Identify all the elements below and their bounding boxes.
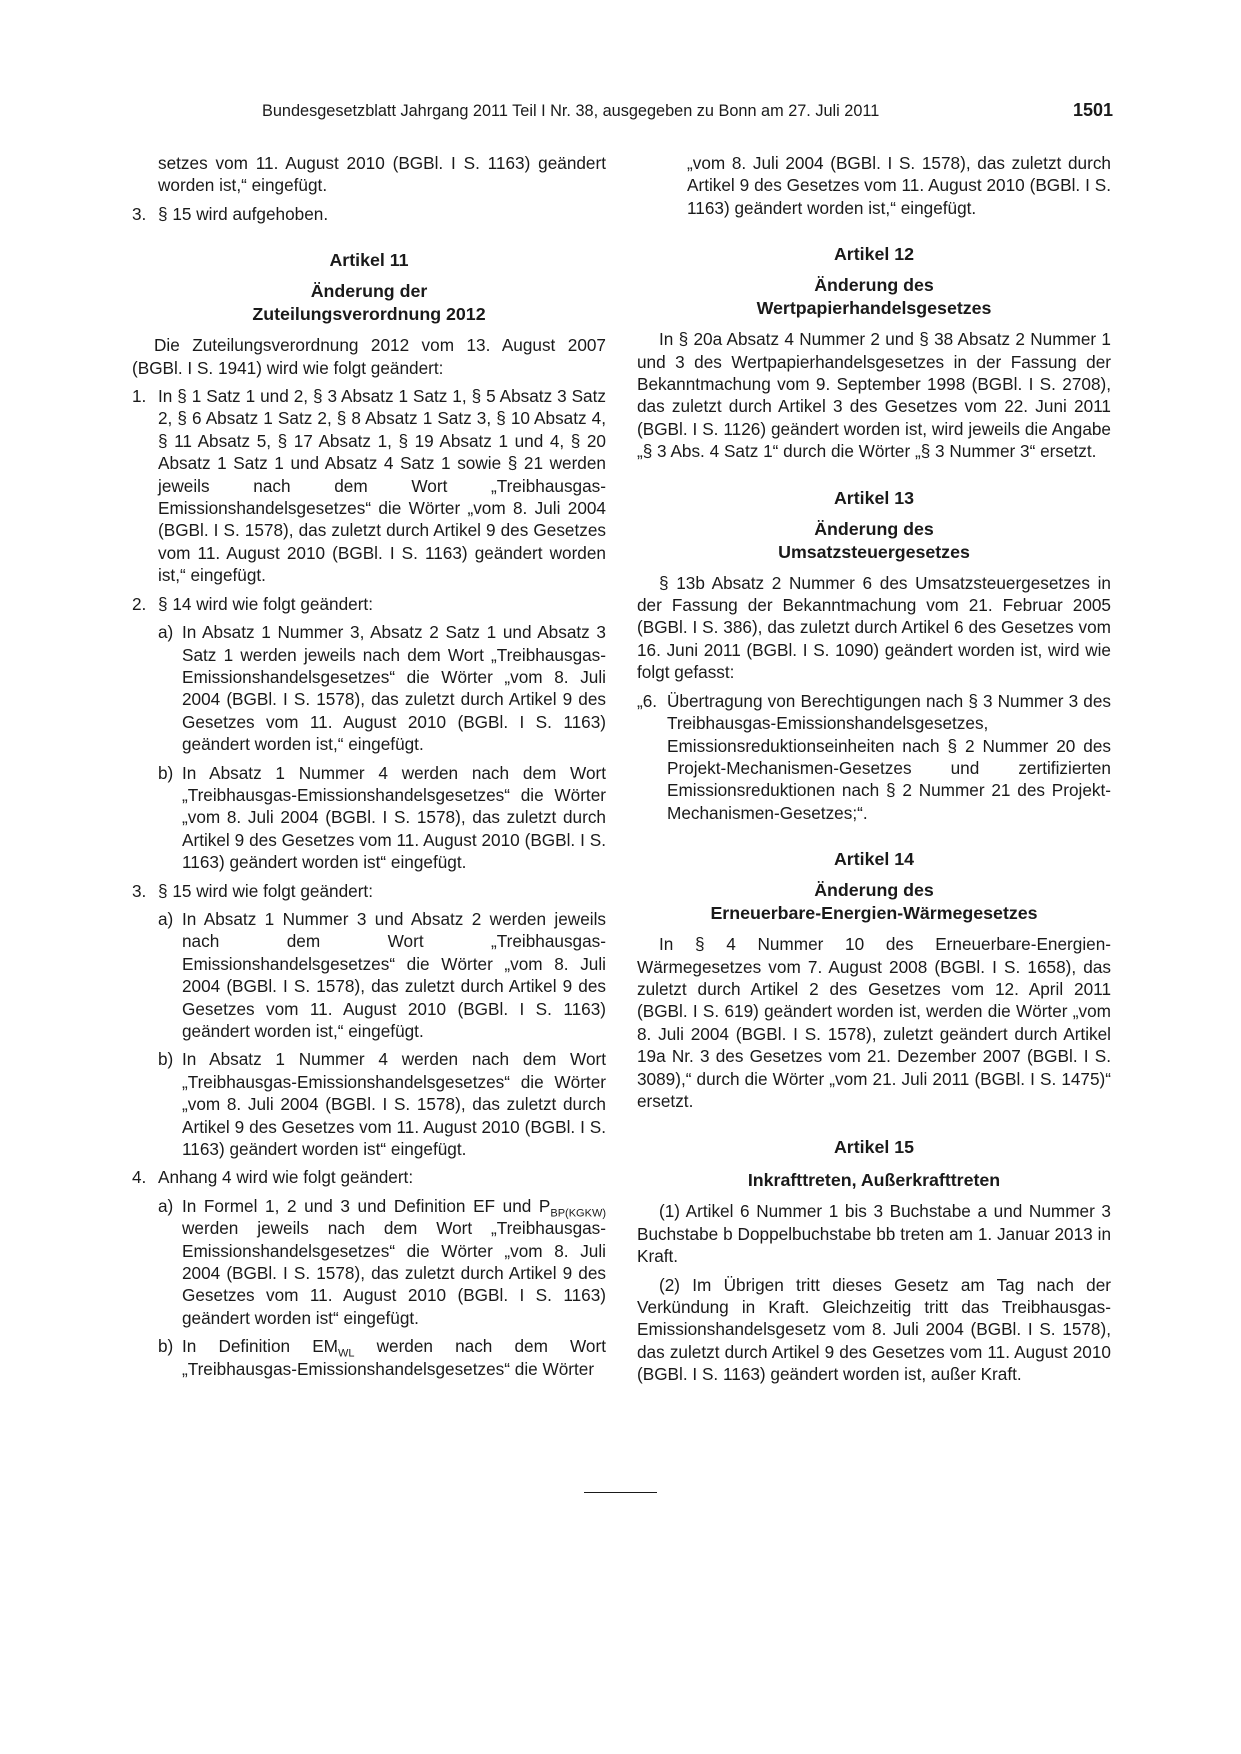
sublist-item [158, 908, 606, 1042]
sub-text: In Absatz 1 Nummer 3 und Absatz 2 werden jeweils nach dem Wort „Treibhausgas-Emissionshandelsgesetzes“ die Wörter „vom 8. Juli 2004 (BGBl. I S. 1578), das zuletzt durch Artikel 9 des Gesetzes vom 11. August 2010 (BGBl. I S. 1163) geändert worden ist,“ eingefügt. [182, 908, 606, 1041]
item-number: 1. [132, 386, 147, 407]
article-title: Artikel 14 [833, 849, 915, 870]
sublist [158, 621, 606, 873]
sub-text: In Absatz 1 Nummer 4 werden nach dem Wort „Treibhausgas-Emissionshandelsgesetzes“ die Wörter „vom 8. Juli 2004 (BGBl. I S. 1578), das zuletzt durch Artikel 9 des Gesetzes vom 11. August 2010 (BGBl. I S. 1163) geändert worden ist“ eingefügt. [182, 762, 606, 873]
article-subtitle-line: Umsatzsteuergesetzes [778, 541, 970, 562]
item-text: Anhang 4 wird wie folgt geändert: [158, 1167, 414, 1188]
list-item [132, 1166, 606, 1188]
article-subtitle-line: Änderung des [814, 880, 934, 901]
left-column [132, 152, 606, 1386]
item-text: § 15 wird aufgehoben. [158, 203, 329, 224]
sublist-item [158, 621, 606, 755]
footer-rule [584, 1492, 657, 1493]
item-number: 2. [132, 593, 147, 614]
article-subtitle-line: Änderung des [814, 275, 934, 296]
quoted-item [637, 690, 1111, 824]
item-number: 3. [132, 203, 147, 224]
article-title: Artikel 15 [833, 1137, 915, 1158]
article-body: In § 20a Absatz 4 Nummer 2 und § 38 Absatz 2 Nummer 1 und 3 des Wertpapierhandelsgesetzes in der Fassung der Bekanntmachung vom 9. September 1998 (BGBl. I S. 2708), das zuletzt durch Artikel 3 des Gesetzes vom 22. Juni 2011 (BGBl. I S. 1126) geändert worden ist, wird jeweils die Angabe „§ 3 Abs. 4 Satz 1“ durch die Wörter „§ 3 Nummer 3“ ersetzt. [637, 329, 1111, 462]
sub-text-pre: In Definition EM [182, 1336, 338, 1357]
list-item [132, 880, 606, 902]
sub-text-post: werden nach dem Wort „Treibhausgas-Emissionshandelsgesetzes“ die Wörter [182, 1336, 606, 1379]
article-paragraph: (1) Artikel 6 Nummer 1 bis 3 Buchstabe a und Nummer 3 Buchstabe b Doppelbuchstabe bb treten am 1. Januar 2013 in Kraft. [637, 1201, 1111, 1267]
sub-text-pre: In Formel 1, 2 und 3 und Definition EF und P [182, 1195, 551, 1216]
sublist [158, 908, 606, 1160]
sublist-item [158, 1048, 606, 1160]
quoted-item-text: Übertragung von Berechtigungen nach § 3 Nummer 3 des Treibhausgas-Emissionshandelsgesetzes, Emissionsreduktionseinheiten nach § 2 Nummer 20 des Projekt-Mechanismen-Gesetzes und zertifizierten Emissionsreduktionen nach § 2 Nummer 21 des Projekt-Mechanismen-Gesetzes;“. [667, 690, 1111, 823]
article-paragraph: (2) Im Übrigen tritt dieses Gesetz am Tag nach der Verkündung in Kraft. Gleichzeitig tritt das Treibhausgas-Emissionshandelsgesetz vom 8. Juli 2004 (BGBl. I S. 1578), das zuletzt durch Artikel 9 des Gesetzes vom 11. August 2010 (BGBl. I S. 1163) geändert worden ist, außer Kraft. [637, 1274, 1111, 1385]
right-column [637, 152, 1111, 1392]
sub-label: b) [158, 762, 174, 783]
sublist [158, 1195, 606, 1380]
article-title: Artikel 13 [833, 487, 915, 508]
list-item [132, 385, 606, 587]
sub-text [182, 1195, 606, 1329]
sublist-item [158, 1195, 606, 1329]
item-text: § 14 wird wie folgt geändert: [158, 593, 373, 614]
item-text: In § 1 Satz 1 und 2, § 3 Absatz 1 Satz 1, § 5 Absatz 3 Satz 2, § 6 Absatz 1 Satz 2, § 8 Absatz 1 Satz 3, § 10 Absatz 4, § 11 Absatz 5, § 17 Absatz 1, § 19 Absatz 1 und 4, § 20 Absatz 1 Satz 1 und Absatz 4 Satz 1 sowie § 21 werden jeweils nach dem Wort „Treibhausgas-Emissionshandelsgesetzes“ die Wörter „vom 8. Juli 2004 (BGBl. I S. 1578), das zuletzt durch Artikel 9 des Gesetzes vom 11. August 2010 (BGBl. I S. 1163) geändert worden ist,“ eingefügt. [158, 386, 606, 586]
sub-label: b) [158, 1049, 174, 1070]
item-number: 4. [132, 1167, 147, 1188]
page-header [262, 100, 1113, 126]
sub-text [182, 1335, 606, 1380]
article-subtitle-line: Zuteilungsverordnung 2012 [252, 304, 486, 325]
list-item [132, 593, 606, 615]
running-title: Bundesgesetzblatt Jahrgang 2011 Teil I Nr. 38, ausgegeben zu Bonn am 27. Juli 2011 [262, 102, 880, 120]
sub-label: b) [158, 1336, 174, 1357]
article-subtitle-line: Erneuerbare-Energien-Wärmegesetzes [710, 903, 1038, 924]
sub-label: a) [158, 1195, 174, 1216]
article-subtitle-line: Änderung des [814, 518, 934, 539]
sub-label: a) [158, 622, 174, 643]
article-subtitle-line: Änderung der [310, 281, 428, 302]
article-body: In § 4 Nummer 10 des Erneuerbare-Energien-Wärmegesetzes vom 7. August 2008 (BGBl. I S. 1658), das zuletzt durch Artikel 2 des Gesetzes vom 12. April 2011 (BGBl. I S. 619) geändert worden ist, werden die Wörter „vom 8. Juli 2004 (BGBl. I S. 1578), zuletzt geändert durch Artikel 19a Nr. 3 des Gesetzes vom 21. Dezember 2007 (BGBl. I S. 3089),“ durch die Wörter „vom 21. Juli 2011 (BGBl. I S. 1475)“ ersetzt. [637, 934, 1111, 1111]
subscript: BP(KGKW) [550, 1207, 606, 1220]
sub-label: a) [158, 908, 174, 929]
quoted-item-number: „6. [637, 690, 658, 711]
article-body: § 13b Absatz 2 Nummer 6 des Umsatzsteuergesetzes in der Fassung der Bekanntmachung vom 21. Februar 2005 (BGBl. I S. 386), das zuletzt durch Artikel 6 des Gesetzes vom 16. Juni 2011 (BGBl. I S. 1090) geändert worden ist, wird wie folgt gefasst: [637, 572, 1111, 683]
page-number: 1501 [1072, 100, 1113, 120]
article-subtitle-line: Wertpapierhandelsgesetzes [756, 298, 992, 319]
sublist-item [158, 762, 606, 874]
subscript: WL [338, 1347, 355, 1360]
article-title: Artikel 11 [329, 250, 409, 271]
sublist-item [158, 1335, 606, 1380]
article-subtitle: Inkrafttreten, Außerkrafttreten [747, 1170, 1001, 1191]
sub-text: In Absatz 1 Nummer 3, Absatz 2 Satz 1 und Absatz 3 Satz 1 werden jeweils nach dem Wort „Treibhausgas-Emissionshandelsgesetzes“ die Wörter „vom 8. Juli 2004 (BGBl. I S. 1578), das zuletzt durch Artikel 9 des Gesetzes vom 11. August 2010 (BGBl. I S. 1163) geändert worden ist,“ eingefügt. [182, 622, 606, 755]
continuation-text: setzes vom 11. August 2010 (BGBl. I S. 1163) geändert worden ist,“ eingefügt. [158, 153, 606, 196]
list-item [132, 203, 606, 225]
article-title: Artikel 12 [833, 244, 915, 265]
item-number: 3. [132, 880, 147, 901]
article-intro: Die Zuteilungsverordnung 2012 vom 13. August 2007 (BGBl. I S. 1941) wird wie folgt geändert: [132, 335, 606, 378]
continuation-text: „vom 8. Juli 2004 (BGBl. I S. 1578), das zuletzt durch Artikel 9 des Gesetzes vom 11. August 2010 (BGBl. I S. 1163) geändert worden ist,“ eingefügt. [687, 153, 1111, 218]
item-text: § 15 wird wie folgt geändert: [158, 880, 373, 901]
sub-text: In Absatz 1 Nummer 4 werden nach dem Wort „Treibhausgas-Emissionshandelsgesetzes“ die Wörter „vom 8. Juli 2004 (BGBl. I S. 1578), das zuletzt durch Artikel 9 des Gesetzes vom 11. August 2010 (BGBl. I S. 1163) geändert worden ist“ eingefügt. [182, 1049, 606, 1160]
sub-text-post: werden jeweils nach dem Wort „Treibhausgas-Emissionshandelsgesetzes“ die Wörter „vom 8. Juli 2004 (BGBl. I S. 1578), das zuletzt durch Artikel 9 des Gesetzes vom 11. August 2010 (BGBl. I S. 1163) geändert worden ist“ eingefügt. [182, 1218, 606, 1328]
